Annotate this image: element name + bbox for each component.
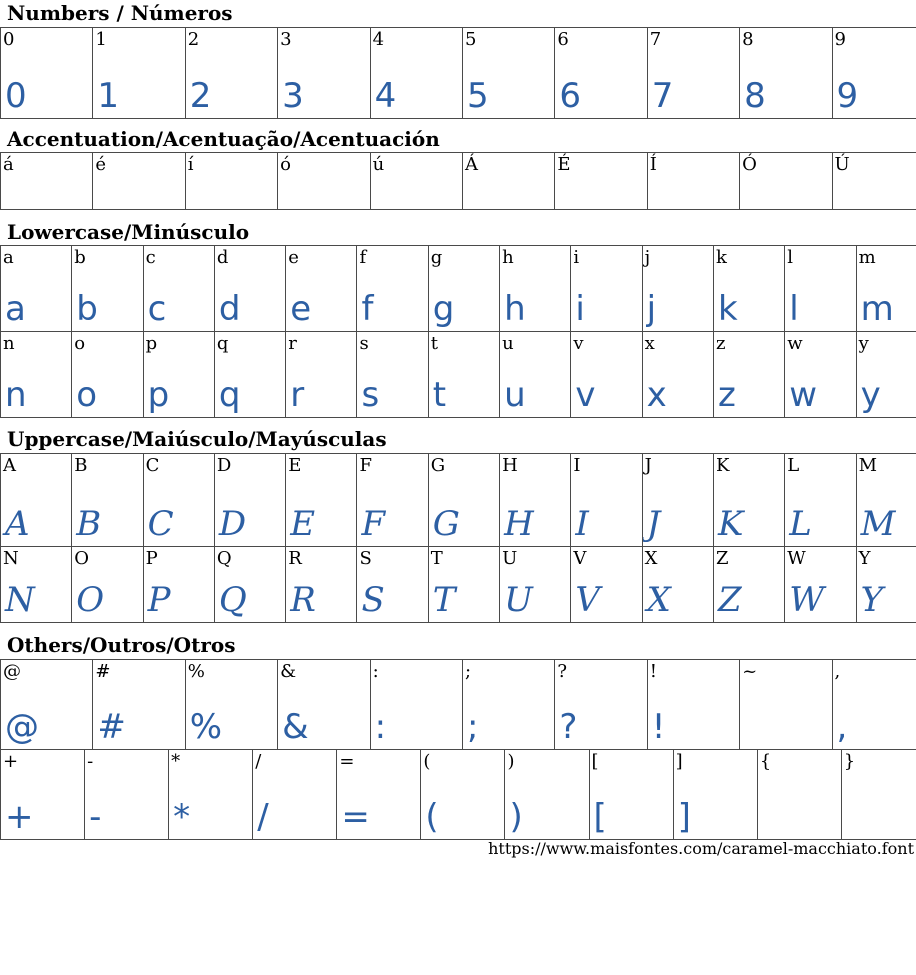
cell-h — [500, 246, 571, 332]
cell-upper-t — [428, 547, 499, 623]
char-label: ! — [649, 661, 657, 682]
section-title-accentuation: Accentuation/Acentuação/Acentuación — [7, 127, 440, 151]
char-label: o — [74, 333, 86, 354]
cell-j — [642, 246, 713, 332]
char-label: Q — [216, 548, 232, 569]
uppercase-row — [1, 454, 916, 547]
char-label: y — [858, 333, 869, 354]
font-sample-glyph: O — [76, 580, 105, 620]
others-grid-row-2 — [0, 749, 916, 840]
section-title-uppercase: Uppercase/Maiúsculo/Mayúsculas — [7, 427, 387, 451]
font-sample-glyph: Q — [218, 580, 247, 620]
cell-upper-b — [72, 454, 143, 547]
cell-exclamation — [647, 660, 739, 750]
cell-close-bracket — [673, 750, 757, 840]
cell-upper-f — [357, 454, 428, 547]
char-label: - — [87, 751, 94, 772]
cell-upper-i — [571, 454, 642, 547]
cell-m — [856, 246, 916, 332]
cell-asterisk — [169, 750, 253, 840]
font-sample-glyph: 0 — [5, 76, 27, 116]
char-label: b — [74, 247, 86, 268]
source-url[interactable]: https://www.maisfontes.com/caramel-macchiato.font — [488, 839, 914, 858]
font-sample-glyph: e — [290, 289, 312, 329]
cell-y — [856, 332, 916, 418]
char-label: í — [187, 154, 194, 175]
char-label: ~ — [742, 661, 758, 682]
uppercase-row — [1, 547, 916, 623]
cell-upper-j — [642, 454, 713, 547]
char-label: a — [3, 247, 14, 268]
char-label: Ú — [834, 154, 850, 175]
cell-a — [1, 246, 72, 332]
font-sample-glyph: n — [5, 375, 27, 415]
cell-9 — [832, 28, 916, 119]
cell-upper-z — [713, 547, 784, 623]
char-label: u — [502, 333, 514, 354]
cell-upper-d — [214, 454, 285, 547]
cell-equals — [337, 750, 421, 840]
font-sample-glyph: 6 — [559, 76, 581, 116]
char-label: G — [430, 455, 446, 476]
cell-e — [286, 246, 357, 332]
font-sample-glyph: d — [218, 289, 241, 329]
font-sample-glyph: z — [717, 375, 736, 415]
cell-8 — [740, 28, 832, 119]
font-sample-glyph: 1 — [97, 76, 120, 116]
font-sample-glyph: a — [5, 289, 26, 329]
font-sample-glyph: ! — [651, 707, 666, 747]
char-label: + — [3, 751, 19, 772]
cell-slash — [253, 750, 337, 840]
cell-question — [555, 660, 647, 750]
cell-upper-s — [357, 547, 428, 623]
char-label: s — [359, 333, 369, 354]
cell-upper-o — [72, 547, 143, 623]
char-label: t — [430, 333, 439, 354]
cell-upper-h — [500, 454, 571, 547]
cell-c — [143, 246, 214, 332]
char-label: H — [502, 455, 518, 476]
font-sample-glyph: 2 — [189, 76, 212, 116]
char-label: É — [557, 154, 571, 175]
font-sample-glyph: r — [290, 375, 305, 415]
font-sample-glyph: ) — [509, 797, 523, 837]
char-label: 9 — [834, 29, 846, 50]
cell-v — [571, 332, 642, 418]
char-label: % — [187, 661, 205, 682]
cell-s — [357, 332, 428, 418]
cell-0 — [1, 28, 93, 119]
cell-open-paren — [421, 750, 505, 840]
cell-ampersand — [278, 660, 370, 750]
cell-minus — [85, 750, 169, 840]
cell-semicolon — [462, 660, 554, 750]
cell-upper-g — [428, 454, 499, 547]
font-sample-glyph: 5 — [466, 76, 489, 116]
font-sample-glyph: w — [789, 375, 818, 415]
font-sample-glyph: E — [290, 504, 316, 544]
cell-b — [72, 246, 143, 332]
cell-upper-x — [642, 547, 713, 623]
cell-5 — [462, 28, 554, 119]
cell-2 — [185, 28, 277, 119]
cell-char — [370, 153, 462, 210]
char-label: & — [280, 661, 297, 682]
font-sample-glyph: S — [361, 580, 385, 620]
font-sample-glyph: 9 — [836, 76, 859, 116]
char-label: g — [430, 247, 443, 268]
font-sample-glyph: X — [646, 580, 671, 620]
char-label: w — [787, 333, 803, 354]
font-sample-glyph: 4 — [374, 76, 397, 116]
char-label: 4 — [372, 29, 385, 50]
font-sample-glyph: i — [575, 289, 585, 329]
others-row — [1, 750, 916, 840]
char-label: Y — [858, 548, 871, 569]
cell-upper-w — [785, 547, 856, 623]
font-sample-glyph: K — [717, 504, 744, 544]
font-sample-glyph: @ — [5, 707, 39, 747]
char-label: d — [216, 247, 229, 268]
char-label: Á — [464, 154, 478, 175]
char-label: l — [787, 247, 794, 268]
cell-f — [357, 246, 428, 332]
font-sample-glyph: H — [504, 504, 534, 544]
font-sample-glyph: g — [432, 289, 455, 329]
cell-upper-a — [1, 454, 72, 547]
numbers-row — [1, 28, 916, 119]
font-sample-glyph: x — [646, 375, 667, 415]
font-sample-glyph: L — [789, 504, 812, 544]
char-label: { — [759, 751, 772, 772]
lowercase-grid — [0, 245, 916, 418]
cell-tilde — [740, 660, 832, 750]
cell-i — [571, 246, 642, 332]
char-label: h — [502, 247, 514, 268]
cell-open-brace — [757, 750, 841, 840]
cell-char — [462, 153, 554, 210]
font-sample-glyph: P — [147, 580, 171, 620]
char-label: O — [74, 548, 90, 569]
section-title-others: Others/Outros/Otros — [7, 633, 236, 657]
font-sample-glyph: s — [361, 375, 380, 415]
font-sample-glyph: 3 — [282, 76, 304, 116]
cell-r — [286, 332, 357, 418]
char-label: J — [644, 455, 652, 476]
font-sample-glyph: ; — [466, 707, 479, 747]
font-sample-glyph: ( — [425, 797, 439, 837]
char-label: v — [573, 333, 584, 354]
cell-k — [713, 246, 784, 332]
accentuation-grid — [0, 152, 916, 210]
font-sample-glyph: b — [76, 289, 98, 329]
font-sample-glyph: D — [218, 504, 247, 544]
char-label: V — [573, 548, 587, 569]
numbers-grid — [0, 27, 916, 119]
char-label: ( — [423, 751, 431, 772]
char-label: L — [787, 455, 800, 476]
cell-upper-u — [500, 547, 571, 623]
cell-1 — [93, 28, 185, 119]
font-sample-glyph: - — [89, 797, 102, 837]
font-sample-glyph: v — [575, 375, 596, 415]
font-sample-glyph: * — [173, 797, 191, 837]
cell-7 — [647, 28, 739, 119]
cell-g — [428, 246, 499, 332]
font-sample-glyph: o — [76, 375, 98, 415]
font-sample-glyph: ? — [559, 707, 578, 747]
char-label: 6 — [557, 29, 569, 50]
cell-upper-p — [143, 547, 214, 623]
font-sample-glyph: Z — [717, 580, 742, 620]
font-sample-glyph: [ — [593, 797, 607, 837]
font-sample-glyph: N — [5, 580, 35, 620]
char-label: I — [573, 455, 581, 476]
font-sample-glyph: ] — [677, 797, 691, 837]
cell-n — [1, 332, 72, 418]
cell-o — [72, 332, 143, 418]
cell-3 — [278, 28, 370, 119]
char-label: x — [644, 333, 655, 354]
font-sample-glyph: m — [860, 289, 894, 329]
font-sample-glyph: l — [789, 289, 799, 329]
char-label: [ — [591, 751, 599, 772]
cell-p — [143, 332, 214, 418]
char-label: 1 — [95, 29, 107, 50]
char-label: n — [3, 333, 15, 354]
char-label: C — [145, 455, 160, 476]
cell-upper-k — [713, 454, 784, 547]
font-sample-glyph: k — [717, 289, 738, 329]
font-sample-glyph: + — [5, 797, 34, 837]
char-label: B — [74, 455, 88, 476]
char-label: 5 — [464, 29, 477, 50]
font-sample-glyph: / — [257, 797, 269, 837]
font-sample-glyph: # — [97, 707, 126, 747]
char-label: U — [502, 548, 518, 569]
char-label: k — [715, 247, 727, 268]
char-label: * — [171, 751, 181, 772]
cell-char — [647, 153, 739, 210]
font-sample-glyph: I — [575, 504, 589, 544]
font-sample-glyph: j — [646, 289, 657, 329]
char-label: e — [288, 247, 299, 268]
cell-upper-c — [143, 454, 214, 547]
font-sample-glyph: y — [860, 375, 881, 415]
cell-6 — [555, 28, 647, 119]
char-label: F — [359, 455, 372, 476]
cell-char — [1, 153, 93, 210]
cell-upper-y — [856, 547, 916, 623]
section-title-lowercase: Lowercase/Minúsculo — [7, 220, 250, 244]
char-label: D — [216, 455, 232, 476]
font-sample-glyph: B — [76, 504, 102, 544]
font-sample-glyph: 8 — [744, 76, 766, 116]
cell-at — [1, 660, 93, 750]
font-sample-glyph: G — [432, 504, 460, 544]
cell-upper-v — [571, 547, 642, 623]
cell-upper-m — [856, 454, 916, 547]
cell-t — [428, 332, 499, 418]
char-label: @ — [3, 661, 21, 682]
char-label: á — [3, 154, 14, 175]
font-sample-glyph: f — [361, 289, 374, 329]
char-label: q — [216, 333, 229, 354]
font-sample-glyph: T — [432, 580, 456, 620]
uppercase-grid — [0, 453, 916, 623]
char-label: é — [95, 154, 107, 175]
char-label: M — [858, 455, 877, 476]
char-label: E — [288, 455, 302, 476]
lowercase-row — [1, 332, 916, 418]
font-sample-glyph: u — [504, 375, 526, 415]
char-label: : — [372, 661, 379, 682]
char-label: S — [359, 548, 372, 569]
others-row — [1, 660, 916, 750]
section-title-numbers: Numbers / Números — [7, 1, 233, 25]
font-sample-glyph: 7 — [651, 76, 674, 116]
font-sample-glyph: F — [361, 504, 386, 544]
cell-plus — [1, 750, 85, 840]
cell-upper-e — [286, 454, 357, 547]
font-sample-glyph: Y — [860, 580, 884, 620]
char-label: X — [644, 548, 658, 569]
char-label: } — [843, 751, 856, 772]
font-sample-glyph: A — [5, 504, 30, 544]
cell-upper-n — [1, 547, 72, 623]
cell-char — [832, 153, 916, 210]
accents-row — [1, 153, 916, 210]
char-label: 2 — [187, 29, 200, 50]
char-label: / — [255, 751, 262, 772]
cell-hash — [93, 660, 185, 750]
cell-q — [214, 332, 285, 418]
font-sample-glyph: M — [860, 504, 896, 544]
font-sample-glyph: U — [504, 580, 533, 620]
char-label: ) — [507, 751, 515, 772]
cell-upper-r — [286, 547, 357, 623]
cell-upper-q — [214, 547, 285, 623]
char-label: Ó — [742, 154, 757, 175]
cell-close-brace — [841, 750, 916, 840]
char-label: , — [834, 661, 841, 682]
char-label: p — [145, 333, 158, 354]
font-sample-glyph: = — [341, 797, 370, 837]
cell-char — [185, 153, 277, 210]
char-label: m — [858, 247, 876, 268]
font-sample-glyph: % — [189, 707, 223, 747]
char-label: ? — [557, 661, 567, 682]
cell-char — [555, 153, 647, 210]
char-label: c — [145, 247, 156, 268]
char-label: = — [339, 751, 355, 772]
cell-l — [785, 246, 856, 332]
char-label: 3 — [280, 29, 292, 50]
cell-char — [278, 153, 370, 210]
char-label: ó — [280, 154, 292, 175]
char-label: j — [644, 247, 651, 268]
char-label: r — [288, 333, 297, 354]
char-label: ] — [675, 751, 683, 772]
char-label: A — [3, 455, 16, 476]
lowercase-row — [1, 246, 916, 332]
font-sample-glyph: t — [432, 375, 447, 415]
cell-close-paren — [505, 750, 589, 840]
cell-colon — [370, 660, 462, 750]
others-grid-row-1 — [0, 659, 916, 750]
font-sample-glyph: q — [218, 375, 241, 415]
cell-percent — [185, 660, 277, 750]
cell-char — [740, 153, 832, 210]
char-label: Z — [715, 548, 729, 569]
font-sample-glyph: V — [575, 580, 600, 620]
char-label: i — [573, 247, 580, 268]
char-label: Í — [649, 154, 657, 175]
font-sample-glyph: & — [282, 707, 309, 747]
font-sample-glyph: h — [504, 289, 526, 329]
char-label: R — [288, 548, 302, 569]
char-label: z — [715, 333, 726, 354]
char-label: W — [787, 548, 806, 569]
font-sample-glyph: J — [646, 504, 661, 544]
font-sample-glyph: p — [147, 375, 170, 415]
font-sample-glyph: W — [789, 580, 825, 620]
char-label: T — [430, 548, 443, 569]
char-label: ; — [464, 661, 472, 682]
cell-u — [500, 332, 571, 418]
font-sample-glyph: C — [147, 504, 174, 544]
char-label: f — [359, 247, 367, 268]
font-sample-glyph: : — [374, 707, 387, 747]
font-sample-glyph: R — [290, 580, 316, 620]
char-label: N — [3, 548, 19, 569]
char-label: K — [715, 455, 730, 476]
char-label: # — [95, 661, 111, 682]
cell-comma — [832, 660, 916, 750]
cell-4 — [370, 28, 462, 119]
char-label: 7 — [649, 29, 662, 50]
char-label: 0 — [3, 29, 15, 50]
char-label: 8 — [742, 29, 754, 50]
cell-open-bracket — [589, 750, 673, 840]
font-sample-glyph: , — [836, 707, 848, 747]
cell-x — [642, 332, 713, 418]
cell-char — [93, 153, 185, 210]
cell-upper-l — [785, 454, 856, 547]
cell-d — [214, 246, 285, 332]
cell-z — [713, 332, 784, 418]
char-label: ú — [372, 154, 385, 175]
char-label: P — [145, 548, 158, 569]
font-sample-glyph: c — [147, 289, 167, 329]
cell-w — [785, 332, 856, 418]
